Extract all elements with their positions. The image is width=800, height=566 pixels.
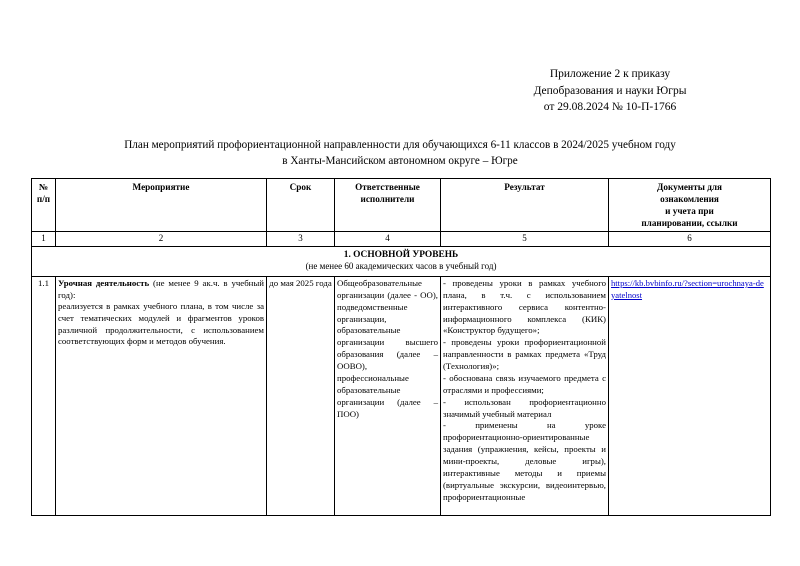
column-header-number [32, 179, 56, 232]
row-documents [609, 276, 771, 515]
row-result [441, 276, 609, 515]
column-header-documents-line4: планировании, ссылки [641, 217, 738, 228]
approval-block [450, 66, 770, 116]
column-header-number-line2: п/п [36, 193, 51, 204]
column-header-number-line1: № [38, 182, 49, 192]
row-term: до мая 2025 года [267, 276, 335, 515]
row-event [56, 276, 267, 515]
row-event-lead: Урочная деятельность [58, 277, 150, 288]
section-header-row [32, 247, 771, 277]
section-subtitle: (не менее 60 академических часов в учебный год) [305, 261, 497, 272]
row-responsible: Общеобразовательные организации (далее - ОО), подведомственные организации, образовательные организации высшего образования (далее – ООВО), профессиональные образовательные организации (далее – ПОО) [335, 276, 441, 515]
column-header-event: Мероприятие [56, 179, 267, 232]
row-result-item: - проведены уроки в рамках учебного плана, в т.ч. с использованием интерактивного сервиса контентно-информационного комплекса (КИК) «Конструктор будущего»; [443, 277, 606, 336]
table-row [32, 276, 771, 515]
document-reference-link[interactable]: https://kb.bvbinfo.ru/?section=urochnaya-deyatelnost [611, 277, 764, 300]
page-title-line-1: План мероприятий профориентационной направленности для обучающихся 6-11 классов в 2024/2025 учебном году [124, 139, 676, 151]
column-header-responsible-line2: исполнители [360, 193, 415, 204]
approval-line-3: от 29.08.2024 № 10-П-1766 [543, 101, 677, 114]
row-number: 1.1 [32, 276, 56, 515]
column-index-5: 5 [441, 231, 609, 246]
column-index-3: 3 [267, 231, 335, 246]
column-index-4: 4 [335, 231, 441, 246]
column-header-documents-line2: ознакомления [660, 193, 719, 204]
column-header-result: Результат [441, 179, 609, 232]
column-header-documents-line3: и учета при [665, 205, 714, 216]
row-result-item: - обоснована связь изучаемого предмета с отраслями и профессиями; [443, 372, 606, 395]
column-header-term: Срок [267, 179, 335, 232]
plan-table [31, 178, 771, 516]
page-title [45, 138, 755, 170]
table-header-row [32, 179, 771, 232]
section-header-cell [32, 247, 771, 277]
column-index-2: 2 [56, 231, 267, 246]
column-header-documents [609, 179, 771, 232]
section-title: 1. ОСНОВНОЙ УРОВЕНЬ [343, 250, 459, 261]
approval-line-1: Приложение 2 к приказу [549, 68, 671, 80]
row-event-body: реализуется в рамках учебного плана, в том числе за счет тематических модулей и фрагментов уроков различной продолжительности, с использованием соответствующих форм и методов обучения. [58, 301, 264, 347]
row-event-lead-rest: (не менее 9 ак.ч. в учебный год): [58, 277, 264, 300]
row-result-item: - проведены уроки профориентационной направленности в рамках предмета «Труд (Технология)»; [443, 337, 606, 372]
page-title-line-2: в Ханты-Мансийском автономном округе – Югре [282, 154, 518, 167]
column-header-responsible-line1: Ответственные [355, 182, 420, 192]
approval-line-2: Депобразования и науки Югры [533, 84, 687, 97]
column-header-responsible [335, 179, 441, 232]
column-index-1: 1 [32, 231, 56, 246]
row-result-item: - использован профориентационно значимый учебный материал [443, 396, 606, 419]
column-index-6: 6 [609, 231, 771, 246]
column-number-row [32, 231, 771, 246]
column-header-documents-line1: Документы для [657, 182, 722, 192]
row-result-item: - применены на уроке профориентационно-ориентированные задания (упражнения, кейсы, проекты и мини-проекты, деловые игры), интерактивные методы и приемы (виртуальные экскурсии, видеоинтервью, профориентационные [443, 420, 606, 502]
